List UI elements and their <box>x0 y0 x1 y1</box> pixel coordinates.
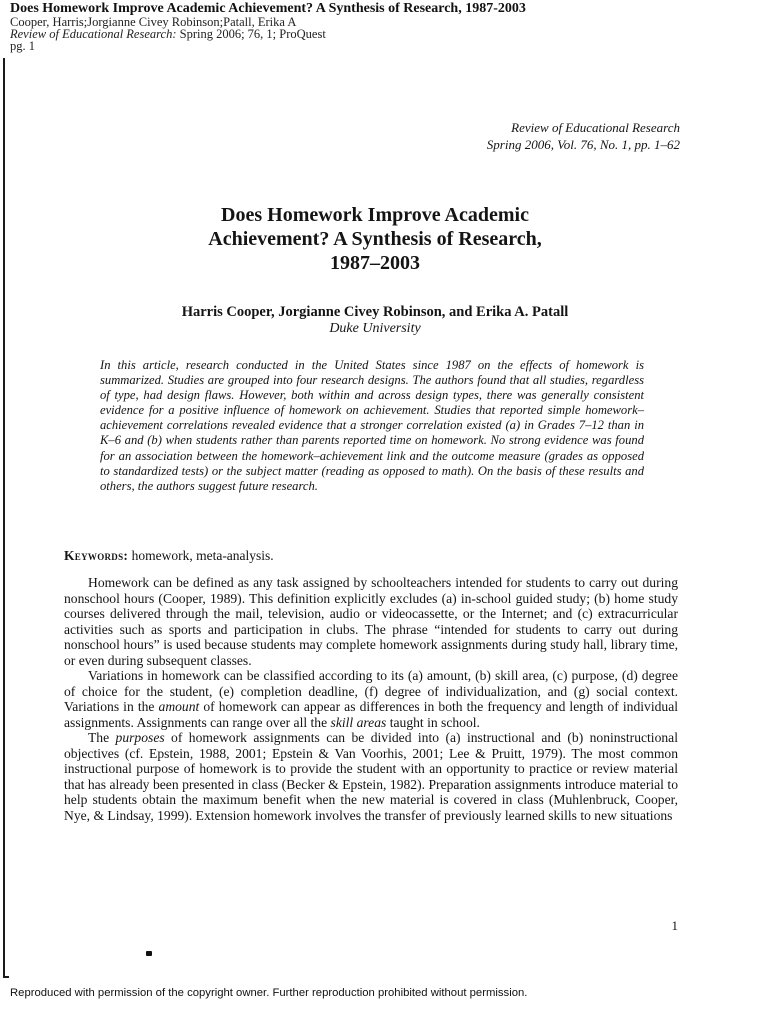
abstract: In this article, research conducted in the United States since 1987 on the effects of homework is summarized. Studies are grouped into four research designs. The authors found that all studies, regardless of type, had design flaws. However, both within and across design types, there was generally consistent evidence for a positive influence of homework on achievement. Studies that reported simple homework–achievement correlations revealed evidence that a stronger correlation existed (a) in Grades 7–12 than in K–6 and (b) when students rather than parents reported time on homework. No strong evidence was found for an association between the homework–achievement link and the outcome measure (grades as opposed to standardized tests) or the subject matter (reading as opposed to math). On the basis of these results and others, the authors suggest future research. <box>100 358 644 493</box>
emphasis: skill areas <box>330 714 387 730</box>
scan-edge-line <box>3 58 5 978</box>
article-title-line-1: Does Homework Improve Academic <box>221 204 529 226</box>
journal-issue: Spring 2006, Vol. 76, No. 1, pp. 1–62 <box>486 137 680 152</box>
article-title-line-2: Achievement? A Synthesis of Research, <box>208 228 542 250</box>
proquest-header <box>10 2 760 52</box>
copyright-footer: Reproduced with permission of the copyright owner. Further reproduction prohibited without permission. <box>10 987 528 999</box>
body-paragraph: Homework can be defined as any task assigned by schoolteachers intended for students to carry out during nonschool hours (Cooper, 1989). This definition explicitly excludes (a) in-school guided study; (b) home study courses delivered through the mail, television, audio or videocassette, or the Internet; and (c) extracurricular activities such as sports and participation in clubs. The phrase “intended for students to carry out during nonschool hours” is used because students may complete homework assignments during study hall, library time, or even during subsequent classes. <box>64 575 678 668</box>
emphasis: purposes <box>115 730 165 745</box>
journal-reference <box>487 119 680 153</box>
emphasis: amount <box>158 699 200 714</box>
keywords-text: homework, meta-analysis. <box>128 548 274 563</box>
proquest-document-title[interactable]: Does Homework Improve Academic Achievement? A Synthesis of Research, 1987-2003 <box>10 1 526 16</box>
body-paragraph: Variations in homework can be classified according to its (a) amount, (b) skill area, (c) purpose, (d) degree of choice for the student, (e) completion deadline, (f) degree of individualization, and (g) social context. Variations in the amount of homework can appear as differences in both the frequency and length of individual assignments. Assignments can range over all the skill areas taught in school. <box>64 668 679 730</box>
scan-edge-tick <box>3 976 9 978</box>
page-number: 1 <box>671 918 678 933</box>
keywords-label: Keywords: <box>64 548 129 563</box>
article-authors: Harris Cooper, Jorgianne Civey Robinson, and Erika A. Patall <box>181 304 569 320</box>
body-text <box>64 575 678 823</box>
keywords <box>64 548 684 564</box>
article-title <box>90 203 660 275</box>
article-title-line-3: 1987–2003 <box>330 252 420 274</box>
proquest-issue: Spring 2006; 76, 1; ProQuest <box>176 27 326 41</box>
proquest-page: pg. 1 <box>10 39 35 53</box>
scan-artifact-dot <box>146 951 152 956</box>
author-affiliation: Duke University <box>329 321 421 336</box>
body-paragraph: The purposes of homework assignments can be divided into (a) instructional and (b) noninstructional objectives (cf. Epstein, 1988, 2001; Epstein & Van Voorhis, 2001; Lee & Pruitt, 1979). The most common instructional purpose of homework is to provide the student with an opportunity to practice or review material that has already been presented in class (Becker & Epstein, 1982). Preparation assignments introduce material to help students obtain the maximum benefit when the new material is covered in class (Muhlenbruck, Cooper, Nye, & Lindsay, 1999). Extension homework involves the transfer of previously learned skills to new situations <box>64 730 678 823</box>
proquest-citation <box>10 28 760 40</box>
proquest-journal: Review of Educational Research: <box>10 27 177 41</box>
journal-name: Review of Educational Research <box>511 120 680 135</box>
proquest-authors: Cooper, Harris;Jorgianne Civey Robinson;Patall, Erika A <box>10 15 297 29</box>
